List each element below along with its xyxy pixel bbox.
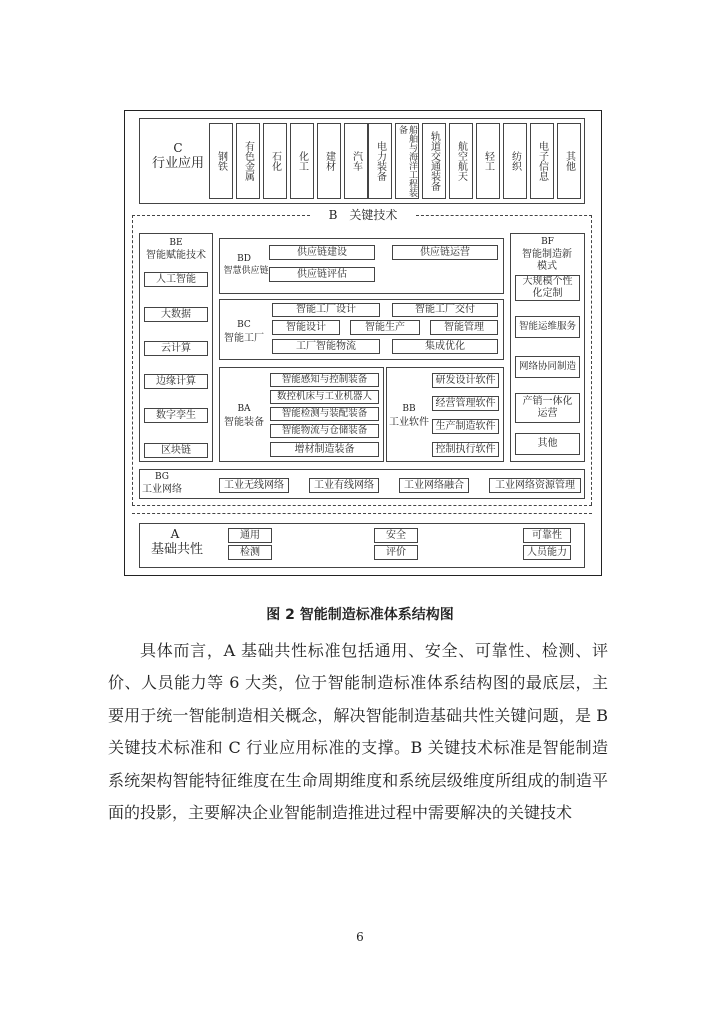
figure-caption: 图 2 智能制造标准体系结构图 bbox=[266, 607, 454, 623]
be-item-big-data: 大数据 bbox=[144, 307, 208, 322]
ba-code: BA bbox=[237, 404, 251, 414]
be-item-cloud: 云计算 bbox=[144, 341, 208, 356]
layer-b-header: B 关键技术 bbox=[328, 208, 398, 222]
industry-other: 其他 bbox=[557, 123, 581, 199]
bc-item-integration: 集成优化 bbox=[392, 339, 498, 354]
bf-name: 智能制造新模式 bbox=[522, 249, 572, 272]
layer-c-name: 行业应用 bbox=[151, 156, 204, 171]
bb-item-rd-design: 研发设计软件 bbox=[432, 373, 499, 388]
industry-power-equipment: 电力装备 bbox=[368, 123, 392, 199]
be-name: 智能赋能技术 bbox=[146, 250, 206, 261]
ba-item-logistics-warehouse: 智能物流与仓储装备 bbox=[270, 424, 379, 438]
bf-item-mass-customization: 大规模个性化定制 bbox=[515, 275, 580, 301]
layer-a-item-evaluation: 评价 bbox=[374, 545, 418, 560]
ba-item-sensing-control: 智能感知与控制装备 bbox=[270, 373, 379, 387]
bf-item-production-sales: 产销一体化运营 bbox=[515, 393, 580, 423]
industry-rail-transit: 轨道交通装备 bbox=[422, 123, 446, 199]
ba-item-cnc-robot: 数控机床与工业机器人 bbox=[270, 390, 379, 404]
body-paragraph bbox=[108, 635, 608, 829]
ba-name: 智能装备 bbox=[224, 417, 264, 428]
industry-petrochemical: 石化 bbox=[263, 123, 287, 199]
bd-item-evaluation: 供应链评估 bbox=[269, 267, 375, 282]
bc-name: 智能工厂 bbox=[224, 333, 264, 344]
ba-item-inspection-assembly: 智能检测与装配装备 bbox=[270, 407, 379, 421]
bc-item-factory-design: 智能工厂设计 bbox=[272, 303, 380, 317]
bg-code: BG bbox=[155, 472, 169, 482]
bg-item-wired: 工业有线网络 bbox=[309, 478, 379, 493]
body-text: 具体而言，A 基础共性标准包括通用、安全、可靠性、检测、评价、人员能力等 6 大类，位于智能制造标准体系结构图的最底层，主要用于统一智能制造相关概念，解决智能制造基础共性关键问题，是 B 关键技术标准和 C 行业应用标准的支撑。B 关键技术标准是智能制造系统架构智能特征维度在生命周期维度和系统层级维度所组成的制造平面的投影，主要解决企业智能制造推进过程中需要解决的关键技术 bbox=[108, 641, 608, 823]
layer-b-bottom-dash bbox=[132, 505, 592, 506]
industry-light: 轻工 bbox=[476, 123, 500, 199]
layer-b-top-dash-right bbox=[416, 215, 592, 216]
layer-b-right-dash bbox=[591, 215, 592, 505]
layer-a-code: A bbox=[170, 527, 180, 541]
industry-ship-ocean: 船舶与海洋工程装备 bbox=[397, 125, 417, 197]
industry-steel: 钢铁 bbox=[209, 123, 233, 199]
bg-item-convergence: 工业网络融合 bbox=[399, 478, 469, 493]
bc-item-design: 智能设计 bbox=[272, 320, 340, 335]
layer-b-top-dash-left bbox=[132, 215, 310, 216]
layer-a-item-personnel: 人员能力 bbox=[523, 545, 571, 560]
bb-name: 工业软件 bbox=[389, 417, 429, 428]
bc-item-production: 智能生产 bbox=[350, 320, 420, 335]
bb-code: BB bbox=[402, 404, 416, 414]
bc-item-management: 智能管理 bbox=[430, 320, 498, 335]
bg-item-wireless: 工业无线网络 bbox=[219, 478, 289, 493]
bd-item-operation: 供应链运营 bbox=[392, 245, 498, 260]
bf-item-other: 其他 bbox=[515, 433, 580, 455]
bc-item-factory-delivery: 智能工厂交付 bbox=[392, 303, 498, 317]
bb-item-business-mgmt: 经营管理软件 bbox=[432, 396, 499, 411]
industry-nonferrous: 有色金属 bbox=[236, 123, 260, 199]
bg-item-resource-mgmt: 工业网络资源管理 bbox=[489, 478, 581, 493]
bc-code: BC bbox=[237, 320, 251, 330]
layer-a-name: 基础共性 bbox=[150, 542, 203, 557]
layer-b-left-dash bbox=[132, 215, 133, 505]
bb-item-manufacturing: 生产制造软件 bbox=[432, 419, 499, 434]
be-item-edge: 边缘计算 bbox=[144, 374, 208, 389]
bf-item-network-collab: 网络协同制造 bbox=[515, 356, 580, 378]
page-number: 6 bbox=[356, 930, 364, 944]
layer-c-code: C bbox=[173, 141, 183, 155]
industry-chemical: 化工 bbox=[290, 123, 314, 199]
bd-item-construction: 供应链建设 bbox=[269, 245, 375, 260]
industry-aerospace: 航空航天 bbox=[449, 123, 473, 199]
be-item-blockchain: 区块链 bbox=[144, 443, 208, 458]
industry-electronics: 电子信息 bbox=[530, 123, 554, 199]
be-item-ai: 人工智能 bbox=[144, 272, 208, 287]
layer-a-item-reliability: 可靠性 bbox=[523, 528, 571, 543]
industry-textile: 纺织 bbox=[503, 123, 527, 199]
be-item-digital-twin: 数字孪生 bbox=[144, 408, 208, 423]
bd-code: BD bbox=[237, 254, 251, 264]
be-code: BE bbox=[169, 238, 183, 248]
industry-building-materials: 建材 bbox=[317, 123, 341, 199]
ba-item-additive: 增材制造装备 bbox=[270, 442, 379, 457]
bg-name: 工业网络 bbox=[142, 484, 182, 495]
layer-a-separator bbox=[132, 513, 592, 514]
bc-item-logistics: 工厂智能物流 bbox=[272, 339, 380, 354]
layer-a-item-general: 通用 bbox=[228, 528, 272, 543]
layer-a-item-testing: 检测 bbox=[228, 545, 272, 560]
bf-code: BF bbox=[541, 237, 554, 247]
bd-name: 智慧供应链 bbox=[223, 266, 269, 276]
industry-automobile: 汽车 bbox=[344, 123, 368, 199]
bb-item-control-execution: 控制执行软件 bbox=[432, 442, 499, 457]
layer-a-item-safety: 安全 bbox=[374, 528, 418, 543]
bf-item-smart-maintenance: 智能运维服务 bbox=[515, 316, 580, 338]
